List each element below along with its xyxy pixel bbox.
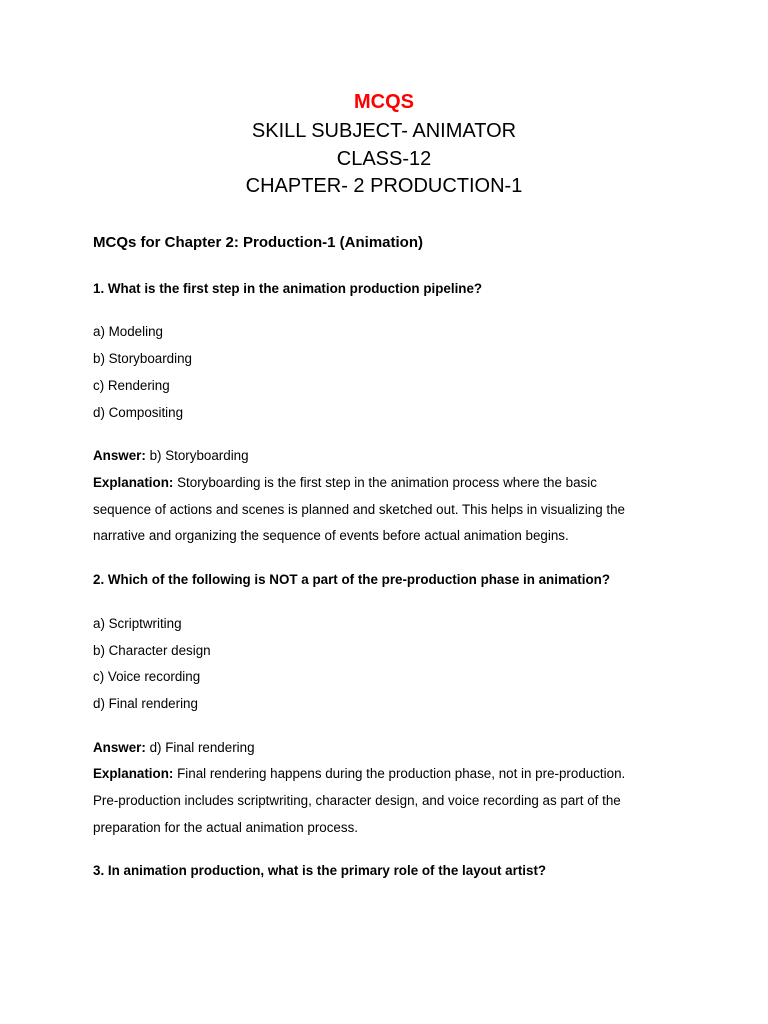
question-2: 2. Which of the following is NOT a part of the pre-production phase in animation? (93, 572, 611, 587)
q2-explanation-line-1 (93, 765, 693, 783)
q1-option-c: c) Rendering (93, 378, 170, 393)
q2-option-b: b) Character design (93, 643, 211, 658)
explanation-label: Explanation: (93, 475, 174, 490)
question-3: 3. In animation production, what is the primary role of the layout artist? (93, 863, 547, 878)
q2-option-d: d) Final rendering (93, 696, 198, 711)
q2-answer-value: d) Final rendering (149, 740, 255, 755)
q2-explanation-text-1: Final rendering happens during the production phase, not in pre-production. (177, 766, 626, 781)
explanation-label: Explanation: (93, 766, 174, 781)
q2-answer (93, 739, 693, 757)
mcqs-heading: MCQS (354, 91, 414, 113)
q1-option-b: b) Storyboarding (93, 351, 192, 366)
chapter-heading: CHAPTER- 2 PRODUCTION-1 (245, 175, 523, 197)
answer-label: Answer: (93, 740, 146, 755)
q2-explanation-line-3: preparation for the actual animation process. (93, 820, 358, 835)
q1-answer-value: b) Storyboarding (149, 448, 249, 463)
intro-heading: MCQs for Chapter 2: Production-1 (Animation) (93, 234, 423, 251)
q1-explanation-line-1 (93, 474, 693, 492)
q1-explanation-line-2: sequence of actions and scenes is planned and sketched out. This helps in visualizing the (93, 502, 626, 517)
q2-option-a: a) Scriptwriting (93, 616, 182, 631)
class-heading: CLASS-12 (336, 148, 432, 170)
q1-explanation-text-1: Storyboarding is the first step in the animation process where the basic (177, 475, 597, 490)
q1-answer (93, 447, 693, 465)
question-1: 1. What is the first step in the animation production pipeline? (93, 281, 483, 296)
q1-option-d: d) Compositing (93, 405, 184, 420)
q1-option-a: a) Modeling (93, 324, 163, 339)
q2-option-c: c) Voice recording (93, 669, 201, 684)
answer-label: Answer: (93, 448, 146, 463)
q2-explanation-line-2: Pre-production includes scriptwriting, character design, and voice recording as part of the (93, 793, 621, 808)
skill-subject-heading: SKILL SUBJECT- ANIMATOR (251, 120, 517, 142)
q1-explanation-line-3: narrative and organizing the sequence of events before actual animation begins. (93, 528, 569, 543)
